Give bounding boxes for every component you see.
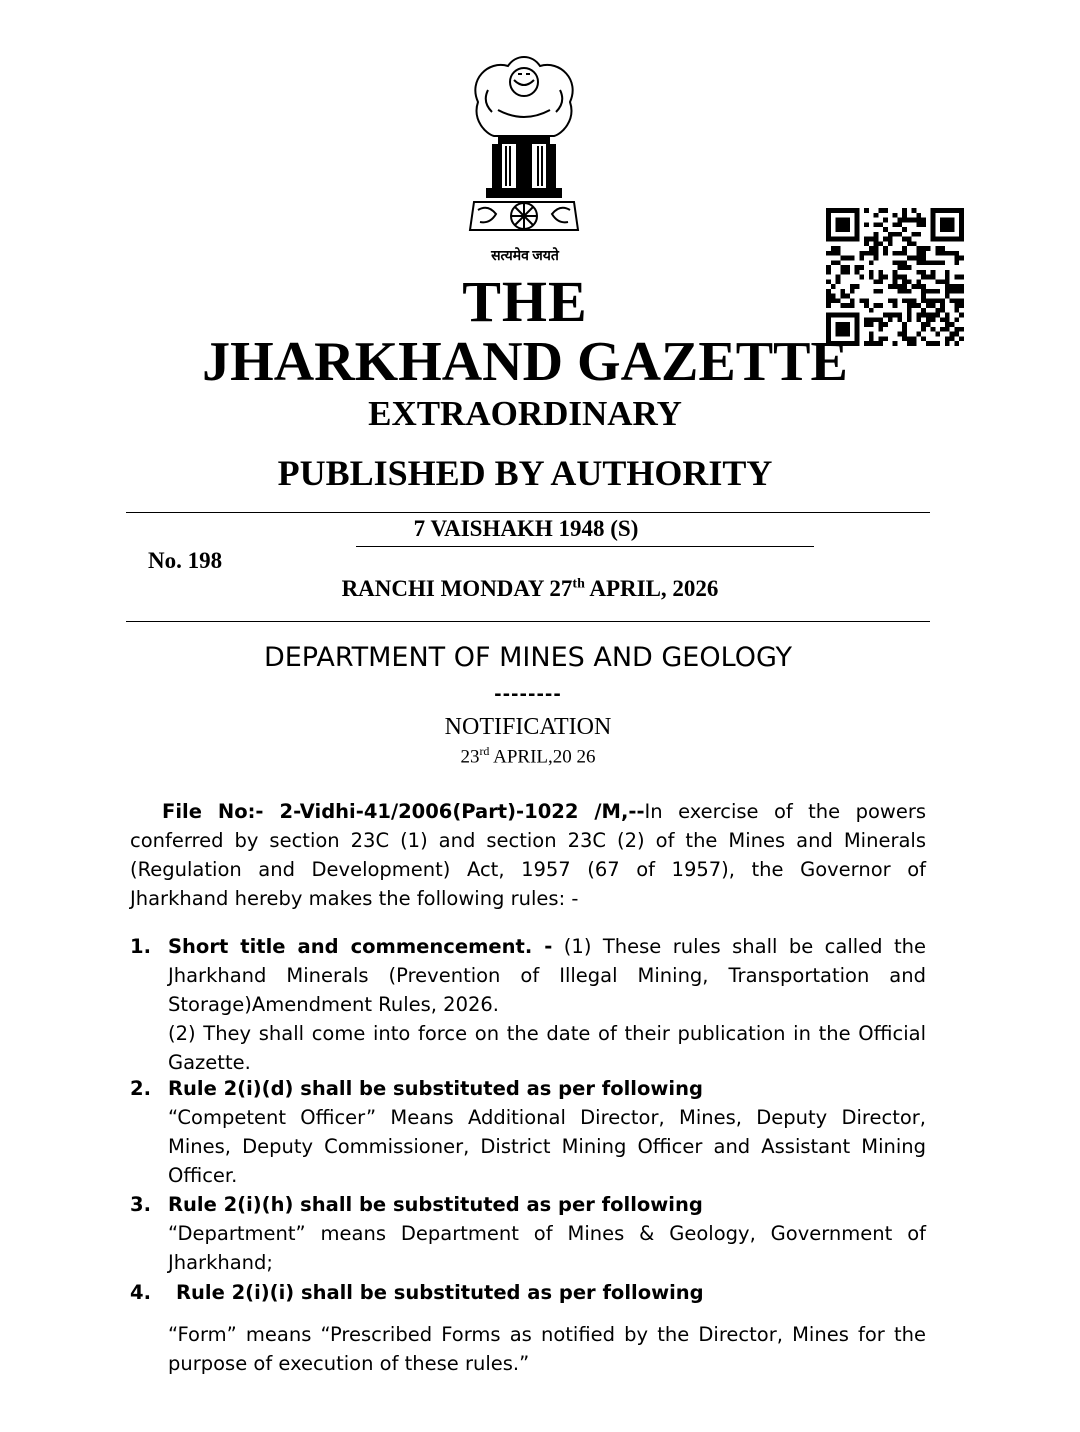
preamble xyxy=(130,797,926,913)
issue-date xyxy=(250,576,810,602)
rule-item xyxy=(168,1190,926,1277)
rule-text: “Form” means “Prescribed Forms as notified by the Director, Mines for the purpose of execution of these rules.” xyxy=(168,1323,926,1375)
notification-day-suffix: rd xyxy=(479,744,490,758)
rule-text: “Competent Officer” Means Additional Director, Mines, Deputy Director, Mines, Deputy Commissioner, District Mining Officer and Assistant Mining Officer. xyxy=(168,1106,926,1187)
divider-top xyxy=(126,512,930,513)
separator: -------- xyxy=(494,684,562,705)
preamble-text: In exercise of the powers conferred by section 23C (1) and section 23C (2) of the Mines and Minerals (Regulation and Development) Act, 1957 (67 of 1957), the Governor of Jharkhand hereby makes the following rules: - xyxy=(130,800,927,910)
notification-month-year: APRIL,20 26 xyxy=(489,746,596,768)
masthead-the: THE xyxy=(462,269,588,334)
rule-number: 1. xyxy=(130,935,151,958)
rule-heading: Rule 2(i)(h) shall be substituted as per following xyxy=(168,1193,703,1216)
masthead-extraordinary: EXTRAORDINARY xyxy=(368,394,682,433)
rule-text: “Department” means Department of Mines & Geology, Government of Jharkhand; xyxy=(168,1222,926,1274)
rule-subtext: (2) They shall come into force on the date of their publication in the Official Gazette. xyxy=(168,1022,926,1074)
saka-date: 7 VAISHAKH 1948 (S) xyxy=(413,516,639,541)
rule-number: 2. xyxy=(130,1077,151,1100)
rule-heading: Rule 2(i)(d) shall be substituted as per following xyxy=(168,1077,703,1100)
issue-month-year: APRIL, 2026 xyxy=(584,576,719,601)
masthead-authority: PUBLISHED BY AUTHORITY xyxy=(277,453,773,493)
notification-day: 23 xyxy=(460,746,480,768)
rule-heading: Short title and commencement. - xyxy=(168,935,553,958)
notification-title: NOTIFICATION xyxy=(444,714,612,740)
emblem-motto: सत्यमेव जयते xyxy=(491,249,559,264)
rule-item xyxy=(168,1074,926,1190)
divider-date xyxy=(356,546,814,547)
masthead-title: JHARKHAND GAZETTE xyxy=(202,331,848,393)
state-emblem-icon xyxy=(458,50,590,270)
department-heading: DEPARTMENT OF MINES AND GEOLOGY xyxy=(263,642,793,673)
issue-day-suffix: th xyxy=(572,576,585,592)
rule-item xyxy=(168,932,926,1077)
issue-place-day: RANCHI MONDAY 27 xyxy=(341,576,573,601)
rule-number: 4. xyxy=(130,1281,151,1304)
rule-heading: Rule 2(i)(i) shall be substituted as per following xyxy=(176,1281,704,1304)
notification-date xyxy=(0,744,1056,768)
divider-bottom xyxy=(126,621,930,622)
rule-text: (1) These rules shall be called the Jharkhand Minerals (Prevention of Illegal Mining, Transportation and Storage)Amendment Rules, 2026. xyxy=(168,935,926,1016)
issue-number: No. 198 xyxy=(148,548,223,573)
file-number: File No:- 2-Vidhi-41/2006(Part)-1022 /M,-- xyxy=(162,800,645,823)
rule-number: 3. xyxy=(130,1193,151,1216)
